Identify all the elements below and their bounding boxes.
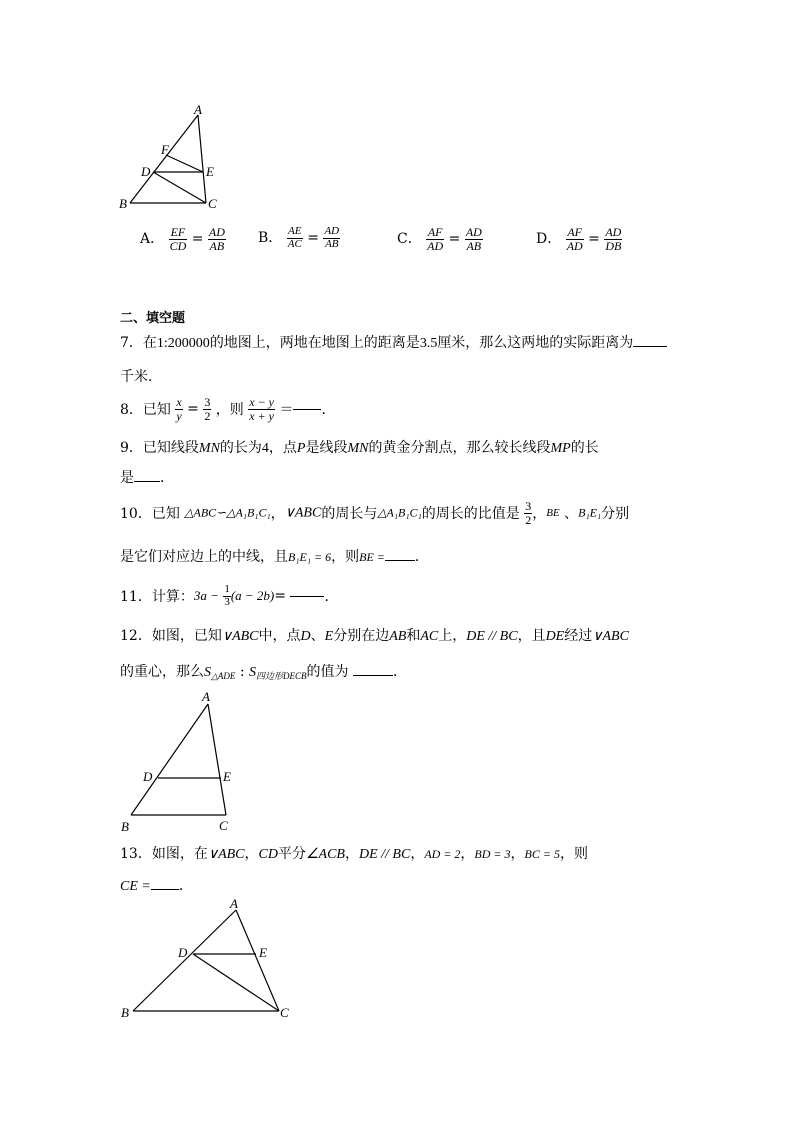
denominator: AD xyxy=(427,238,444,253)
label-C: C xyxy=(208,196,217,211)
q10-text: 是它们对应边上的中线，且 xyxy=(120,549,288,565)
q13-text: ， xyxy=(460,846,475,862)
equals: = xyxy=(274,588,286,605)
option-letter: D． xyxy=(536,231,562,248)
equals: = xyxy=(588,231,600,248)
q8-text: 8．已知 xyxy=(120,402,171,419)
label-E: E xyxy=(206,164,214,179)
label-B: B xyxy=(121,1005,129,1020)
q10-text: 、 xyxy=(559,506,579,523)
q12-text: 、 xyxy=(310,628,325,644)
q13-math: AD = 2 xyxy=(424,847,461,861)
q12-math: DE // BC xyxy=(466,629,518,644)
figure-triangle-2 xyxy=(110,684,250,834)
denominator: x + y xyxy=(249,408,274,423)
q11-text: 11．计算： xyxy=(120,589,194,606)
q13-math: BD = 3 xyxy=(474,847,511,861)
q13-text: ． xyxy=(178,878,193,894)
q13-text: ， xyxy=(410,846,425,862)
q13-text: ， xyxy=(344,846,359,862)
q12-math: E xyxy=(324,629,334,644)
q12-math: S xyxy=(204,665,211,680)
denominator: AB xyxy=(325,237,339,250)
fraction xyxy=(566,226,584,252)
q10-text: ， xyxy=(270,506,285,523)
q9-text: 是线段 xyxy=(305,440,348,456)
denominator: 3 xyxy=(224,595,230,608)
q10-math: ∨ABC xyxy=(284,505,322,521)
q9-text: ，点 xyxy=(268,440,297,456)
q13-math: CE = xyxy=(120,879,151,894)
equals: ＝ xyxy=(279,402,294,419)
label-D: D xyxy=(141,164,151,179)
numerator: 1 xyxy=(224,583,230,595)
q12-math: ∨ABC xyxy=(221,629,259,644)
q9-var: P xyxy=(296,441,306,456)
q12-subscript: △ADE xyxy=(211,671,236,681)
question-11 xyxy=(120,584,338,608)
q12-text: 经过 xyxy=(564,628,593,644)
fraction xyxy=(426,226,444,252)
denominator: y xyxy=(176,408,182,423)
q10-math: B₁E₁ xyxy=(578,505,602,520)
label-E: E xyxy=(223,769,231,784)
q9-text: 的长为 xyxy=(219,440,262,456)
q7-distance: 3.5 xyxy=(419,336,438,351)
denominator: DB xyxy=(605,238,622,253)
label-B: B xyxy=(121,819,129,834)
question-7-cont: 千米． xyxy=(120,369,162,385)
q9-var: MP xyxy=(550,441,571,456)
option-d[interactable] xyxy=(536,226,622,252)
q10-math: △ABC∽△A₁B₁C₁ xyxy=(184,505,271,520)
equals: = xyxy=(187,401,199,418)
q13-text: 13．如图，在 xyxy=(120,846,208,862)
question-8 xyxy=(120,396,335,422)
q10-text: ，则 xyxy=(331,549,360,565)
numerator: AD xyxy=(208,225,225,239)
fraction xyxy=(208,226,226,252)
q7-text: 厘米，那么这两地的实际距离为 xyxy=(437,335,634,351)
equals: = xyxy=(448,231,461,248)
q12-math: ∨ABC xyxy=(592,629,629,644)
q7-scale: 1:200000 xyxy=(156,336,210,351)
numerator: AD xyxy=(324,225,340,237)
q12-math: DE xyxy=(545,629,565,644)
q9-text: 9．已知线段 xyxy=(120,440,199,456)
question-10-cont xyxy=(120,546,429,566)
q13-text: ，则 xyxy=(559,846,588,862)
q12-subscript: 四边形DECB xyxy=(256,671,307,681)
q9-text: 的黄金分割点，那么较长线段 xyxy=(368,440,551,456)
label-E: E xyxy=(259,945,267,960)
numerator: EF xyxy=(170,225,186,239)
fraction xyxy=(169,226,188,252)
q9-text: 是 xyxy=(120,470,134,486)
label-D: D xyxy=(178,945,188,960)
fraction-x-over-y xyxy=(175,396,182,422)
section-title: 二、填空题 xyxy=(120,311,186,326)
q12-math: AC xyxy=(420,629,439,644)
q13-text: 平分 xyxy=(277,846,306,862)
denominator: AC xyxy=(287,237,302,250)
denominator: CD xyxy=(169,238,187,253)
q12-text: 的重心，那么 xyxy=(120,664,204,680)
denominator: AB xyxy=(209,238,225,253)
fraction xyxy=(465,226,483,252)
q9-text: ． xyxy=(160,470,174,486)
numerator: 3 xyxy=(204,395,211,409)
answer-blank[interactable] xyxy=(293,409,321,410)
q10-math: BE = xyxy=(359,550,385,564)
question-12-cont xyxy=(120,661,407,682)
numerator: x − y xyxy=(249,395,274,409)
option-letter: C． xyxy=(397,231,422,248)
q12-text: 上， xyxy=(438,628,467,644)
q12-text: 的值为 xyxy=(306,664,349,680)
q9-num: 4 xyxy=(261,441,269,456)
option-letter: B． xyxy=(258,230,283,247)
q9-var: MN xyxy=(198,441,220,456)
question-10 xyxy=(120,500,629,526)
answer-blank[interactable] xyxy=(353,675,393,676)
denominator: 2 xyxy=(525,512,532,527)
question-12 xyxy=(120,625,629,645)
numerator: AF xyxy=(567,225,583,239)
q11-math: 3a − xyxy=(193,588,219,604)
q12-text: 12．如图，已知 xyxy=(120,628,222,644)
q12-text: ． xyxy=(393,664,407,680)
q13-math: ∨ABC xyxy=(207,847,245,862)
q13-text: ， xyxy=(510,846,525,862)
numerator: AE xyxy=(288,225,302,237)
option-a[interactable] xyxy=(140,226,226,252)
q12-text: 中，点 xyxy=(258,628,301,644)
answer-blank[interactable] xyxy=(134,481,160,482)
fraction-expression xyxy=(248,396,275,422)
question-9 xyxy=(120,437,599,457)
q10-math: B₁E₁ = 6 xyxy=(288,550,332,564)
q13-math: DE // BC xyxy=(358,847,411,862)
fraction-one-third xyxy=(223,584,231,608)
q8-text: ． xyxy=(321,402,336,419)
q13-text: ， xyxy=(244,846,259,862)
numerator: AD xyxy=(605,225,622,239)
option-b[interactable] xyxy=(258,226,340,250)
q12-math: D xyxy=(300,629,311,644)
q7-text: 7．在 xyxy=(120,335,157,351)
answer-blank[interactable] xyxy=(151,889,179,890)
figure-triangle-1 xyxy=(110,98,230,218)
equals: = xyxy=(307,230,319,247)
denominator: AB xyxy=(466,238,482,253)
q12-math: : xyxy=(235,664,250,680)
question-7 xyxy=(120,332,667,352)
q10-text: 的周长的比值是 xyxy=(421,506,520,523)
answer-blank[interactable] xyxy=(633,346,667,347)
numerator: 3 xyxy=(525,499,532,513)
q10-text: ． xyxy=(414,549,429,565)
option-letter: A． xyxy=(140,231,165,248)
q13-math: ∠ACB xyxy=(305,847,345,862)
numerator: AD xyxy=(465,225,482,239)
q7-text: 的地图上，两地在地图上的距离是 xyxy=(209,335,420,351)
label-C: C xyxy=(280,1005,289,1020)
q13-math: CD xyxy=(258,847,278,862)
fraction-three-halves xyxy=(524,500,532,526)
question-13-cont xyxy=(120,875,193,895)
q11-text: ． xyxy=(324,589,339,606)
label-D: D xyxy=(143,769,153,784)
answer-blank[interactable] xyxy=(290,596,324,597)
q12-text: 分别在边 xyxy=(333,628,390,644)
numerator: x xyxy=(176,395,182,409)
q10-text: ， xyxy=(532,506,547,523)
q10-text: 分别 xyxy=(601,506,630,523)
q10-text: 10．已知 xyxy=(120,506,185,523)
q12-math: AB xyxy=(389,629,407,644)
label-A: A xyxy=(194,102,202,117)
question-13 xyxy=(120,843,588,863)
denominator: 2 xyxy=(204,408,211,423)
fraction xyxy=(323,226,340,250)
label-A: A xyxy=(230,896,238,911)
q11-math: (a − 2b) xyxy=(230,588,275,604)
fraction xyxy=(604,226,622,252)
q10-math: △A₁B₁C₁ xyxy=(377,505,422,520)
q12-math: S xyxy=(249,665,257,680)
q12-text: 和 xyxy=(406,628,421,644)
fraction-three-halves xyxy=(203,396,211,422)
option-c[interactable] xyxy=(397,226,483,252)
q9-text: 的长 xyxy=(570,440,599,456)
question-9-cont xyxy=(120,467,174,487)
q9-var: MN xyxy=(347,441,369,456)
label-F: F xyxy=(161,142,169,157)
figure-triangle-3 xyxy=(110,893,300,1023)
q10-text: 的周长与 xyxy=(321,506,378,523)
answer-blank[interactable] xyxy=(385,560,415,561)
q8-text: ，则 xyxy=(215,402,244,419)
equals: = xyxy=(191,231,204,248)
q10-math: BE xyxy=(546,507,560,520)
denominator: AD xyxy=(566,238,583,253)
q12-text: ，且 xyxy=(517,628,546,644)
label-B: B xyxy=(119,196,127,211)
label-C: C xyxy=(219,818,228,833)
label-A: A xyxy=(202,689,210,704)
fraction xyxy=(287,226,303,250)
q13-math: BC = 5 xyxy=(524,847,560,861)
numerator: AF xyxy=(427,225,443,239)
